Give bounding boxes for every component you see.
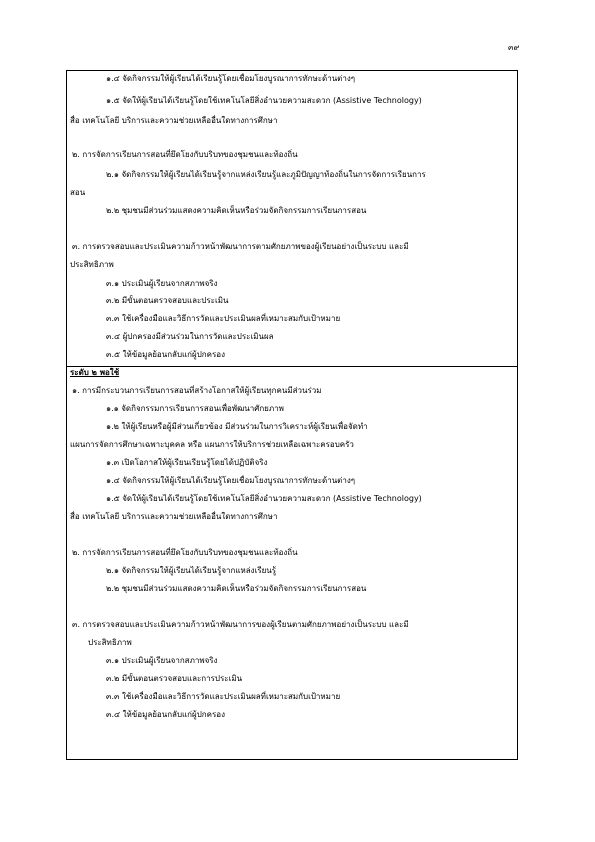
text-line: ๓.๒ มีขั้นตอนตรวจสอบและการประเมิน: [106, 674, 243, 683]
text-line: ๒.๒ ชุมชนมีส่วนร่วมแสดงความคิดเห็นหรือร่วมจัดกิจกรรมการเรียนการสอน: [106, 206, 367, 215]
text-line: ๓.๓ ใช้เครื่องมือและวิธีการวัดและประเมินผลที่เหมาะสมกับเป้าหมาย: [106, 314, 341, 323]
text-line: ๑.๔ จัดกิจกรรมให้ผู้เรียนได้เรียนรู้โดยเชื่อมโยงบูรณาการทักษะด้านต่างๆ: [106, 476, 356, 485]
text-line: ๓.๑ ประเมินผู้เรียนจากสภาพจริง: [106, 279, 218, 288]
text-line: ๒.๒ ชุมชนมีส่วนร่วมแสดงความคิดเห็นหรือร่วมจัดกิจกรรมการเรียนการสอน: [106, 584, 367, 593]
text-line: แผนการจัดการศึกษาเฉพาะบุคคล หรือ แผนการให้บริการช่วยเหลือเฉพาะครอบครัว: [70, 440, 354, 449]
text-line: ๓.๔ ผู้ปกครองมีส่วนร่วมในการวัดและประเมินผล: [106, 332, 274, 341]
text-line: ๑.๕ จัดให้ผู้เรียนได้เรียนรู้โดยใช้เทคโนโลยีสิ่งอำนวยความสะดวก (Assistive Technology): [106, 494, 422, 503]
page-number: ๓๙: [508, 43, 520, 52]
text-line: ประสิทธิภาพ: [88, 638, 132, 647]
text-line: สอน: [70, 188, 86, 197]
text-line: ๑.๓ เปิดโอกาสให้ผู้เรียนเรียนรู้โดยได้ปฏิบัติจริง: [106, 458, 268, 467]
text-line: ๑.๔ จัดกิจกรรมให้ผู้เรียนได้เรียนรู้โดยเชื่อมโยงบูรณาการทักษะด้านต่างๆ: [106, 74, 356, 83]
section-heading: ๓. การตรวจสอบและประเมินความก้าวหน้าพัฒนาการของผู้เรียนตามศักยภาพอย่างเป็นระบบ และมี: [72, 620, 409, 629]
text-line: ๒.๑ จัดกิจกรรมให้ผู้เรียนได้เรียนรู้จากแหล่งเรียนรู้: [106, 566, 277, 575]
text-line: สื่อ เทคโนโลยี บริการและความช่วยเหลืออื่นใดทางการศึกษา: [70, 116, 278, 125]
text-line: ๓.๔ ให้ข้อมูลย้อนกลับแก่ผู้ปกครอง: [106, 710, 225, 719]
section-heading: ๓. การตรวจสอบและประเมินความก้าวหน้าพัฒนาการตามศักยภาพของผู้เรียนอย่างเป็นระบบ และมี: [72, 242, 409, 251]
text-line: ๓.๓ ใช้เครื่องมือและวิธีการวัดและประเมินผลที่เหมาะสมกับเป้าหมาย: [106, 692, 341, 701]
level-heading: ระดับ ๒ พอใช้: [70, 368, 120, 377]
section-heading: ๑. การมีกระบวนการเรียนการสอนที่สร้างโอกาสให้ผู้เรียนทุกคนมีส่วนร่วม: [72, 386, 322, 395]
text-line: ประสิทธิภาพ: [70, 260, 114, 269]
text-line: ๑.๕ จัดให้ผู้เรียนได้เรียนรู้โดยใช้เทคโนโลยีสิ่งอำนวยความสะดวก (Assistive Technology): [106, 96, 422, 105]
text-line: ๓.๕ ให้ข้อมูลย้อนกลับแก่ผู้ปกครอง: [106, 350, 225, 359]
section-heading: ๒. การจัดการเรียนการสอนที่ยึดโยงกับบริบทของชุมชนและท้องถิ่น: [72, 150, 298, 159]
text-line: ๓.๑ ประเมินผู้เรียนจากสภาพจริง: [106, 656, 218, 665]
criteria-table: [66, 70, 518, 760]
text-line: สื่อ เทคโนโลยี บริการและความช่วยเหลืออื่นใดทางการศึกษา: [70, 512, 278, 521]
text-line: ๑.๑ จัดกิจกรรมการเรียนการสอนเพื่อพัฒนาศักยภาพ: [106, 404, 284, 413]
section-heading: ๒. การจัดการเรียนการสอนที่ยึดโยงกับบริบทของชุมชนและท้องถิ่น: [72, 548, 298, 557]
text-line: ๓.๒ มีขั้นตอนตรวจสอบและประเมิน: [106, 296, 229, 305]
text-line: ๑.๒ ให้ผู้เรียนหรือผู้มีส่วนเกี่ยวข้อง มีส่วนร่วมในการวิเคราะห์ผู้เรียนเพื่อจัดทำ: [106, 422, 368, 431]
text-line: ๒.๑ จัดกิจกรรมให้ผู้เรียนได้เรียนรู้จากแหล่งเรียนรู้และภูมิปัญญาท้องถิ่นในการจัดการเรียนการ: [106, 170, 426, 179]
